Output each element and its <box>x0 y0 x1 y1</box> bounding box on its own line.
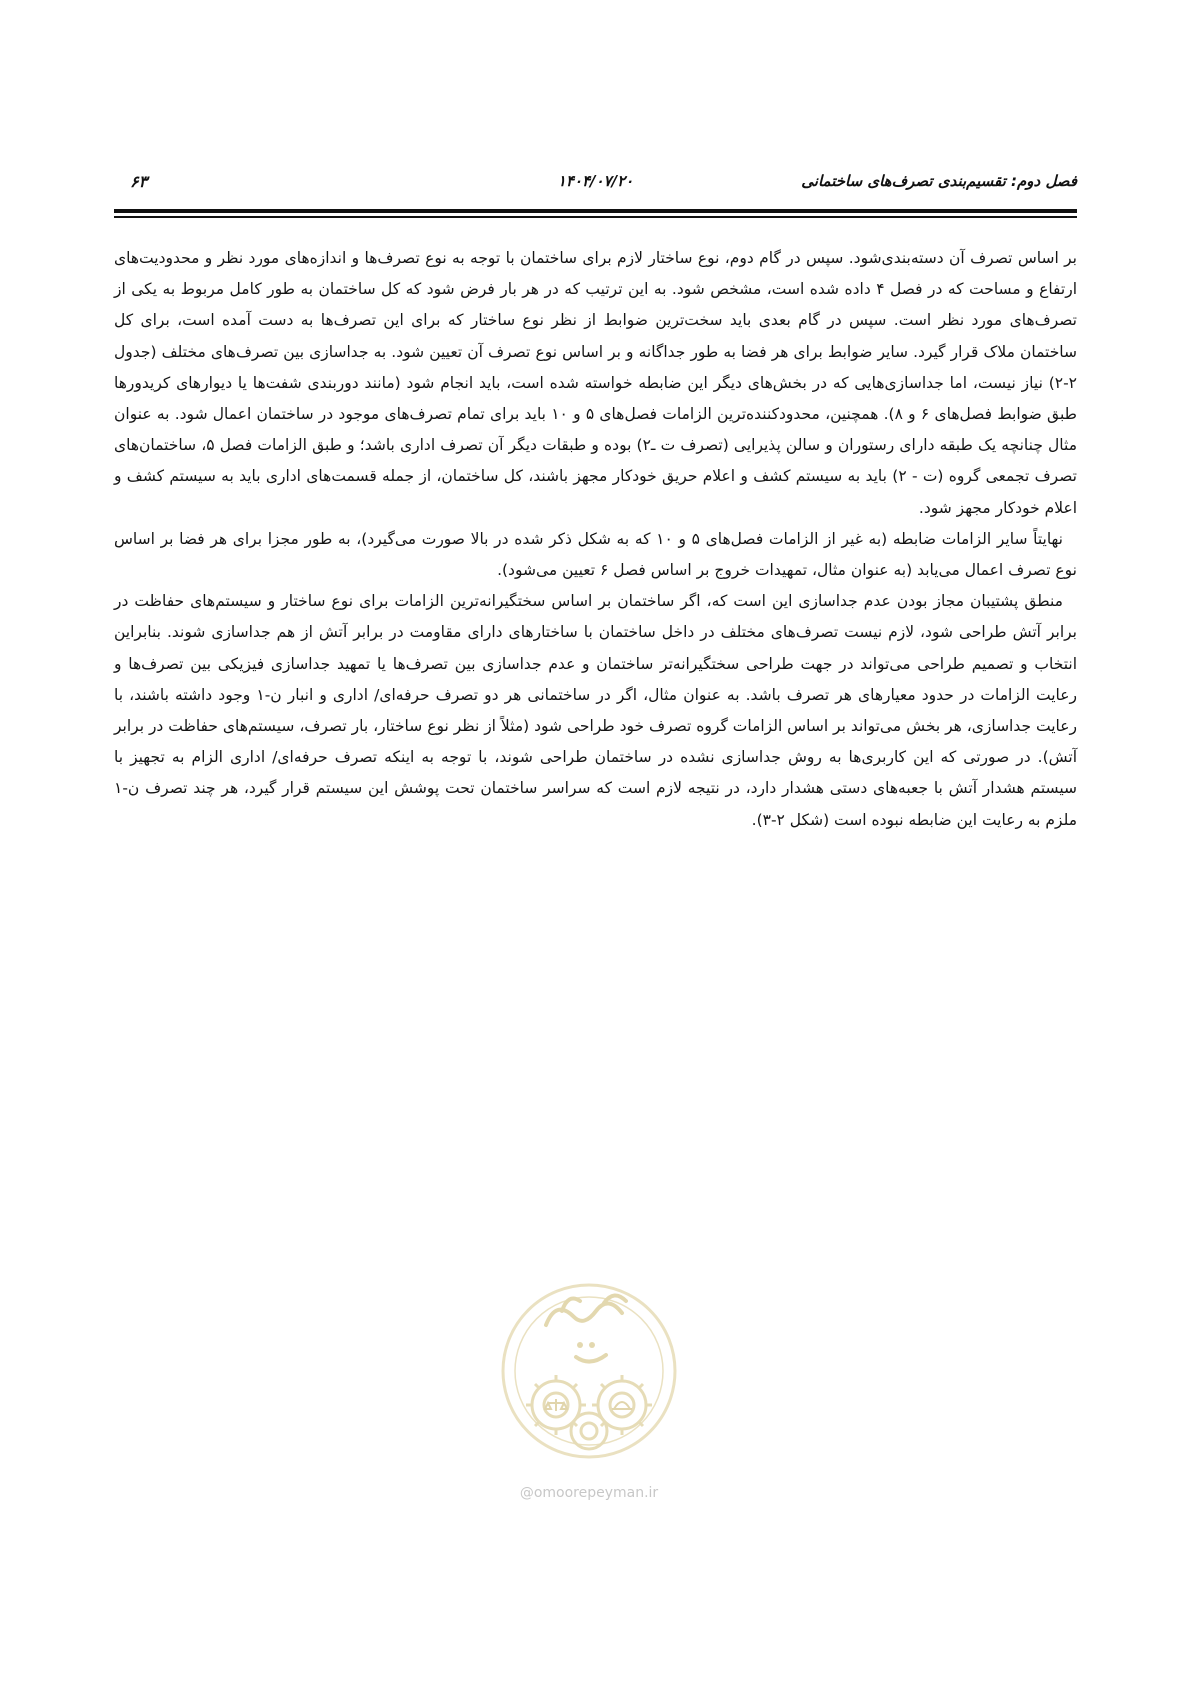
body-text <box>114 243 1077 836</box>
header-rule-thick <box>114 209 1077 213</box>
publisher-watermark <box>484 1253 694 1553</box>
paragraph-2: نهایتاً سایر الزامات ضابطه (به غیر از الزامات فصل‌های ۵ و ۱۰ که به شکل ذکر شده در بالا صورت می‌گیرد)، به طور مجزا برای هر فضا بر اساس نوع تصرف اعمال می‌یابد (به عنوان مثال، تمهیدات خروج بر اساس فصل ۶ تعیین می‌شود). <box>114 529 1077 580</box>
header-rule-thin <box>114 216 1077 218</box>
publisher-seal-logo <box>484 1253 694 1483</box>
paragraph-3: منطق پشتیبان مجاز بودن عدم جداسازی این است که، اگر ساختمان بر اساس سختگیرانه‌ترین الزامات برای نوع ساختار و سیستم‌های حفاظت در برابر آتش طراحی شود، لازم نیست تصرف‌های مختلف در داخل ساختمان با ساختارهای دارای مقاومت در برابر آتش از هم جداسازی شوند. بنابراین انتخاب و تصمیم طراحی می‌تواند در جهت طراحی سختگیرانه‌تر ساختمان و عدم جداسازی بین تصرف‌ها یا تمهید جداسازی فیزیکی بین تصرف‌ها و رعایت الزامات در حدود معیارهای هر تصرف باشد. به عنوان مثال، اگر در ساختمانی هر دو تصرف حرفه‌ای/ اداری و انبار ن-۱ وجود داشته باشند، با رعایت جداسازی، هر بخش می‌تواند بر اساس الزامات گروه تصرف خود طراحی شود (مثلاً از نظر نوع ساختار، بار تصرف، سیستم‌های حفاظت در برابر آتش). در صورتی که این کاربری‌ها به روش جداسازی نشده در ساختمان طراحی شوند، با توجه به اینکه تصرف حرفه‌ای/ اداری الزام به تجهیز با سیستم هشدار آتش با جعبه‌های دستی هشدار دارد، در نتیجه لازم است که سراسر ساختمان تحت پوشش این سیستم قرار گیرد، هر چند تصرف ن-۱ ملزم به رعایت این ضابطه نبوده است (شکل ۲-۳). <box>113 592 1077 829</box>
paragraph-1: بر اساس تصرف آن دسته‌بندی‌شود. سپس در گام دوم، نوع ساختار لازم برای ساختمان با توجه به نوع تصرف‌ها و اندازه‌های مورد نظر و محدودیت‌های ارتفاع و مساحت که در فصل ۴ داده شده است، مشخص شود. به این ترتیب که در هر بار فرض شود که کل ساختمان به طور کامل مربوط به یکی از تصرف‌های مورد نظر است. سپس در گام بعدی باید سخت‌ترین ضوابط از نظر نوع ساختار که برای این تصرف‌ها به دست آمده است، برای کل ساختمان ملاک قرار گیرد. سایر ضوابط برای هر فضا به طور جداگانه و بر اساس نوع تصرف آن تعیین شود. به جداسازی بین تصرف‌های مختلف (جدول ۲-۲) نیاز نیست، اما جداسازی‌هایی که در بخش‌های دیگر این ضابطه خواسته شده است، باید انجام شود (مانند دوربندی شفت‌ها یا دیوارهای کریدورها طبق ضوابط فصل‌های ۶ و ۸). همچنین، محدودکننده‌ترین الزامات فصل‌های ۵ و ۱۰ باید برای تمام تصرف‌های موجود در ساختمان اعمال شود. به عنوان مثال چنانچه یک طبقه دارای رستوران و سالن پذیرایی (تصرف ت ـ۲) بوده و طبقات دیگر آن تصرف اداری باشد؛ و طبق الزامات فصل ۵، ساختمان‌های تصرف تجمعی گروه (ت - ۲) باید به سیستم کشف و اعلام حریق خودکار مجهز باشند، کل ساختمان، از جمله قسمت‌های اداری باید به سیستم کشف و اعلام خودکار مجهز شود. <box>114 249 1078 517</box>
watermark-url: @omoorepeyman.ir <box>519 1485 659 1501</box>
chapter-title: فصل دوم: تقسیم‌بندی تصرف‌های ساختمانی <box>801 172 1077 190</box>
header-date: ۱۴۰۴/۰۷/۲۰ <box>557 172 634 190</box>
page-number: ۶۳ <box>130 172 148 191</box>
page-header <box>114 172 1077 202</box>
